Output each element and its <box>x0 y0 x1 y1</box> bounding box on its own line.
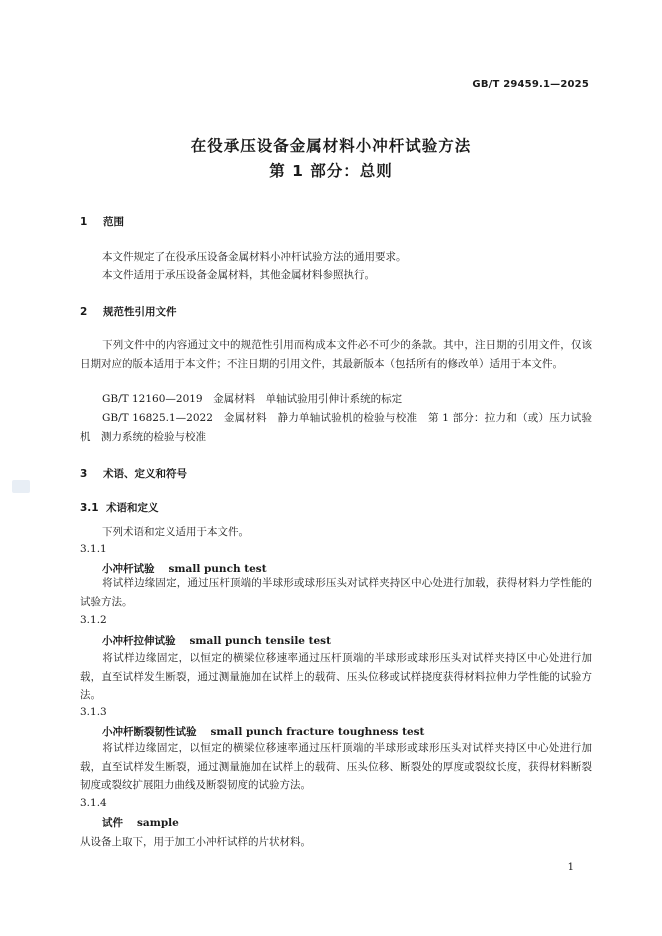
term-number: 3.1.3 <box>80 706 107 718</box>
page-number: 1 <box>567 862 574 873</box>
section-3-heading <box>80 466 187 481</box>
section-title: 术语、定义和符号 <box>103 468 187 480</box>
paragraph-text: 下列文件中的内容通过文中的规范性引用而构成本文件必不可少的条款。其中，注日期的引用文件，仅该日期对应的版本适用于本文件；不注日期的引用文件，其最新版本（包括所有的修改单）适用于本文件。 <box>80 339 592 370</box>
subsection-number: 3.1 <box>80 502 99 514</box>
section-1-heading <box>80 214 124 229</box>
paragraph: 本文件适用于承压设备金属材料，其他金属材料参照执行。 <box>102 269 375 281</box>
term-definition <box>80 649 592 705</box>
normative-reference <box>80 409 592 446</box>
subsection-3-1-heading <box>80 500 159 515</box>
term-number: 3.1.4 <box>80 797 107 809</box>
definition-text: 将试样边缘固定，通过压杆顶端的半球形或球形压头对试样夹持区中心处进行加载，获得材料力学性能的试验方法。 <box>80 577 592 608</box>
section-2-heading <box>80 304 177 319</box>
term-definition <box>80 574 592 611</box>
term-en: sample <box>137 817 179 829</box>
standard-code: GB/T 29459.1—2025 <box>472 79 589 90</box>
reference-text: GB/T 16825.1—2022 金属材料 静力单轴试验机的检验与校准 第 1 部分：拉力和（或）压力试验机 测力系统的检验与校准 <box>80 412 592 443</box>
definition-text: 将试样边缘固定，以恒定的横梁位移速率通过压杆顶端的半球形或球形压头对试样夹持区中心处进行加载，直至试样发生断裂，通过测量施加在试样上的载荷、压头位移、断裂处的厚度或裂纹长度，获得材料断裂韧度或裂纹扩展阻力曲线及断裂韧度的试验方法。 <box>80 742 592 792</box>
paragraph: 本文件规定了在役承压设备金属材料小冲杆试验方法的通用要求。 <box>102 251 407 263</box>
section-number: 1 <box>80 216 88 228</box>
section-title: 规范性引用文件 <box>103 306 177 318</box>
term-en: small punch tensile test <box>189 635 331 647</box>
term-zh: 试件 <box>102 817 123 829</box>
term-number: 3.1.2 <box>80 614 107 626</box>
term-en: small punch test <box>168 563 267 575</box>
term-en: small punch fracture toughness test <box>210 726 425 738</box>
term-heading <box>102 724 424 739</box>
term-definition <box>80 739 592 795</box>
normative-reference: GB/T 12160—2019 金属材料 单轴试验用引伸计系统的标定 <box>102 393 403 405</box>
subsection-title: 术语和定义 <box>106 502 159 514</box>
term-heading <box>102 633 331 648</box>
term-definition: 从设备上取下，用于加工小冲杆试样的片状材料。 <box>80 836 311 848</box>
section-title: 范围 <box>103 216 124 228</box>
term-zh: 小冲杆试验 <box>102 563 155 575</box>
side-tab-marker[interactable] <box>12 480 30 493</box>
term-zh: 小冲杆断裂韧性试验 <box>102 726 197 738</box>
section-number: 3 <box>80 468 88 480</box>
document-title: 在役承压设备金属材料小冲杆试验方法 <box>190 137 472 155</box>
term-heading <box>102 815 179 830</box>
definition-text: 将试样边缘固定，以恒定的横梁位移速率通过压杆顶端的半球形或球形压头对试样夹持区中心处进行加载，直至试样发生断裂，通过测量施加在试样上的载荷、压头位移或试样挠度获得材料拉伸力学性能的试验方法。 <box>80 652 592 702</box>
section-number: 2 <box>80 306 88 318</box>
document-subtitle: 第 1 部分：总则 <box>269 162 393 180</box>
term-number: 3.1.1 <box>80 543 107 555</box>
paragraph <box>80 336 592 373</box>
paragraph: 下列术语和定义适用于本文件。 <box>102 526 249 538</box>
term-zh: 小冲杆拉伸试验 <box>102 635 176 647</box>
